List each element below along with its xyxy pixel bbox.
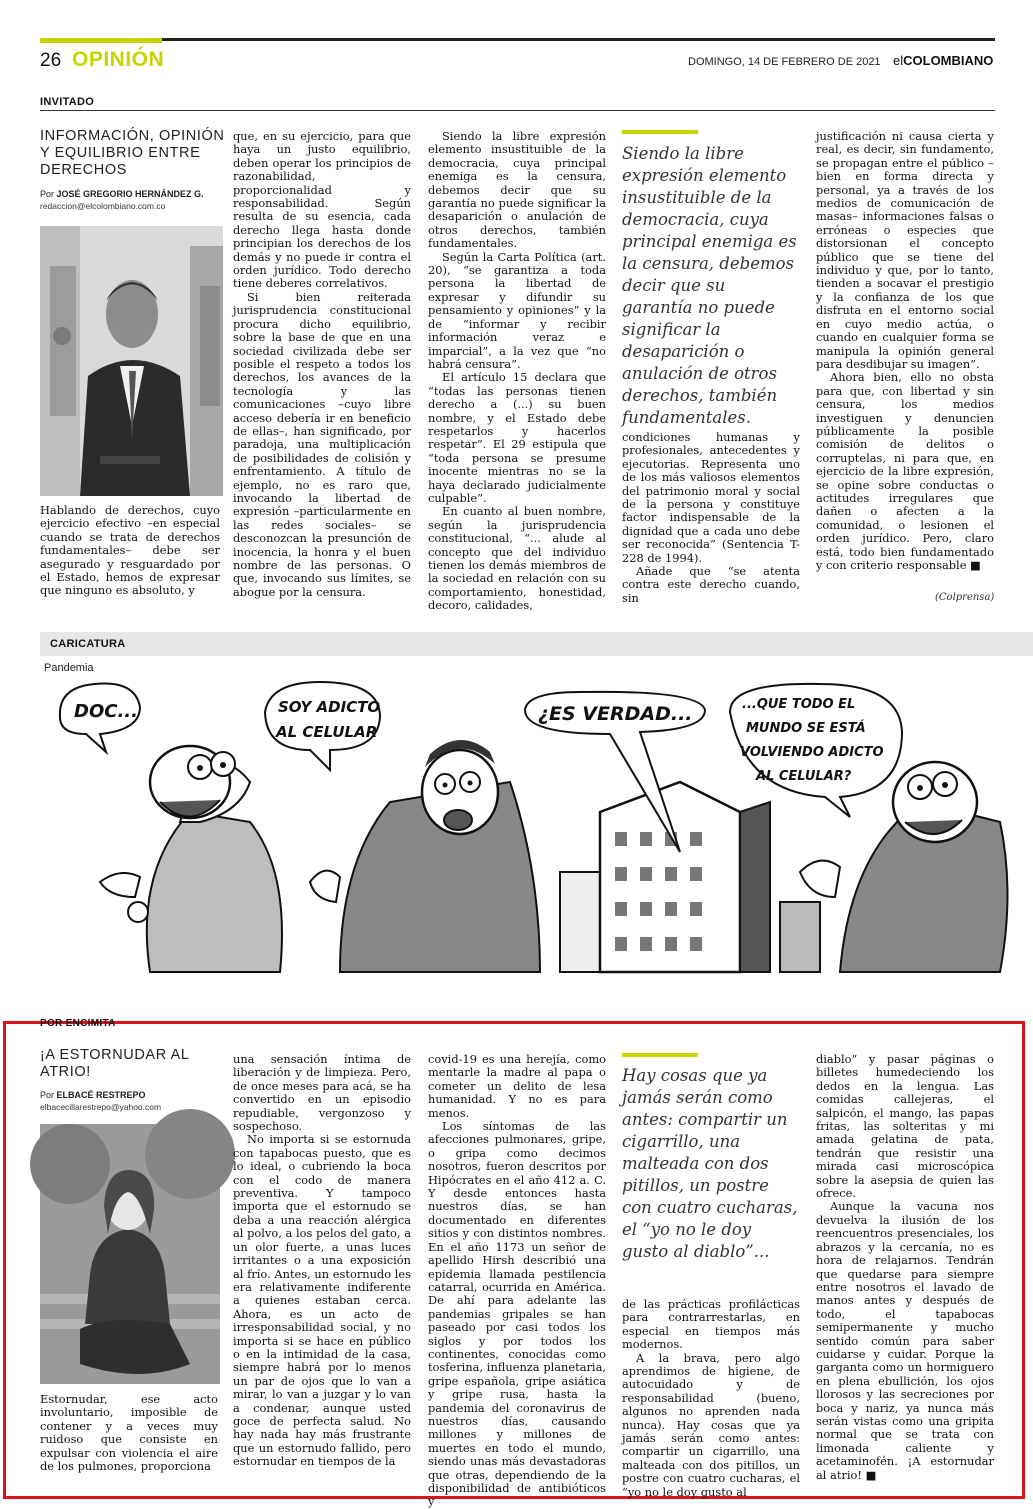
bubble-3-text: ¿ES VERDAD... (538, 703, 693, 725)
bubble-4-text-line4: AL CELULAR? (756, 769, 852, 784)
section-title: OPINIÓN (72, 48, 165, 71)
paragraph: El artículo 15 declara que “todas las personas tienen derecho a (...) su buen nombre, y el Estado debe respetarlos y hacerlos respetar”. El 29 estipula que “toda persona se presume inocente mientras no se la haya declarado judicialmente culpable”. (428, 370, 606, 505)
author-name: ELBACÉ RESTREPO (56, 1090, 146, 1100)
cartoon-illustration (40, 672, 1033, 992)
paragraph: de las prácticas profilácticas para contrarrestarlas, en especial en tiempos más modernos. (622, 1297, 800, 1352)
paragraph: Hablando de derechos, cuyo ejercicio efectivo –en especial cuando se trata de derechos fundamentales– debe ser asegurado y resguardado por el Estado, hemos de expresar que ninguno es absoluto, y (40, 503, 220, 598)
paragraph: Los síntomas de las afecciones pulmonares, gripe, o gripa como decimos nosotros, fueron descritos por Hipócrates en el año 412 a. C. Y desde entonces hasta nuestros días, se han documentado en diferentes sitios y con distintos nombres. En el año 1173 un señor de apellido Hirsh describió una epidemia llamada pestilencia catarral, ocurrida en América. De ahí para adelante las pandemias gripales se han paseado por casi todos los siglos y por todos los continentes, conocidas como tosferina, influenza planetaria, gripe española, gripe asiática y gripe rusa, hasta la pandemia del coronavirus de nuestros días, causando millones y millones de muertes en todo el mundo, siendo unas más devastadoras que otras, dependiendo de la disponibilidad de antibióticos y (428, 1119, 606, 1509)
article1-column-5 (816, 130, 994, 592)
article2-byline (40, 1090, 230, 1100)
article1-rule (40, 110, 995, 111)
article2-kicker: POR ENCIMITA (40, 1018, 116, 1029)
paragraph: Si bien reiterada jurisprudencia constitucional procura dicho equilibrio, sobre la base de que en una sociedad civilizada debe ser posible el respeto a todos los derechos, los avances de la tecnología y las comunicaciones –cuyo libre acceso debería ir en beneficio de ellas–, han significado, por paradoja, una multiplicación de posibilidades de colisión y enfrentamiento. A título de ejemplo, no es raro que, invocando la libertad de expresión –particularmente en las redes sociales– se desconozcan la presunción de inocencia, la honra y el buen nombre de las personas. O que, invocando sus límites, se abogue por la censura. (233, 289, 411, 599)
article1-kicker: INVITADO (40, 96, 95, 108)
paragraph: justificación ni causa cierta y real, es decir, sin fundamento, se propagan entre el público –bien en forma directa y personal, ya a través de los medios de comunicación de masas– informaciones falsas o erróneas o especies que distorsionan el concepto público que se tiene del individuo y que, por lo tanto, tienden a socavar el prestigio y la confianza de los que disfruta en el entorno social en cuyo medio actúa, o cuando en cualquier forma se manipula la opinión general para desdibujar su imagen”. (816, 129, 994, 371)
cartoon-title: Pandemia (44, 662, 94, 674)
bubble-2-text-line1: SOY ADICTO (278, 698, 381, 716)
paragraph: A la brava, pero algo aprendimos de higiene, de autocuidado y de responsabilidad (bueno, algunos no aprenden nada nunca). Hay cosas que ya jamás serán como antes: compartir un cigarrillo, una malteada con dos pitillos, un postre con cuatro cucharas, el “yo no le doy gusto al (622, 1350, 800, 1499)
paragraph: Aunque la vacuna nos devuelva la ilusión de los reencuentros presenciales, los abrazos y la cercanía, no es hora de relajarnos. Tendrán que quedarse para siempre entre nosotros el lavado de manos antes y después de todo, el tapabocas semipermanente y mucho sentido común para saber cuidarse y cuidar. Porque la garganta como un hormiguero en plena ebullición, los ojos llorosos y las secreciones por boca y nariz, ya nunca más serán vistas como una gripita normal que se trata con limonada caliente y acetaminofén. ¡A estornudar al atrio! ■ (816, 1199, 994, 1482)
article2-headline: ¡A ESTORNUDAR AL ATRIO! (40, 1047, 189, 1080)
patient-figure (310, 740, 540, 972)
portrait-illustration (40, 226, 223, 496)
edition-date: DOMINGO, 14 DE FEBRERO DE 2021 (688, 56, 881, 68)
bubble-4-text-line2: MUNDO SE ESTÁ (746, 721, 866, 736)
paragraph: Ahora bien, ello no obsta para que, con libertad y sin censura, los medios investiguen y denuncien públicamente la posible comisión de delitos o corruptelas, ni para que, en ejercicio de la libre expresión, se opine sobre conductas o actitudes irregulares que dañen o afecten a la comunidad, o lesionen el orden jurídico. Pero, claro está, todo bien fundamentado y con criterio responsable ■ (816, 370, 994, 572)
article1-column-1 (40, 504, 220, 608)
paragraph: En cuanto al buen nombre, según la jurisprudencia constitucional, “... alude al concepto que del individuo tienen los demás miembros de la sociedad en relación con su comportamiento, honestidad, decoro, calidades, (428, 504, 606, 613)
paragraph: Añade que “se atenta contra este derecho cuando, sin (622, 564, 800, 605)
article2-column-3 (428, 1052, 606, 1509)
bubble-1-text: DOC... (74, 701, 138, 722)
paragraph: Siendo la libre expresión elemento insustituible de la democracia, cuya principal enemiga es la censura, debemos decir que su garantía no puede significar la desaparición o anulación de otros derechos, también fundamentales. (428, 129, 606, 251)
pullquote-accent (622, 130, 698, 134)
author-photo (40, 226, 223, 496)
paragraph: No importa si se estornuda con tapabocas puesto, que es lo ideal, o cubriendo la boca con el codo de manera preventiva. Y tampoco importa que el estornudo se deba a una reacción alérgica al polvo, a los pelos del gato, a un olor fuerte, a unas luces irritantes o a una exposición al frío. Antes, un estornudo les era relativamente indiferente a quienes estaban cerca. Ahora, es un acto de irresponsabilidad social, y no importa si se hace en público o en la intimidad de la casa, siempre habrá por lo menos un par de ojos que lo van a mirar, lo van a juzgar y lo van a condenar, aunque usted goce de perfecta salud. No hay nada hay más frustrante que un estornudo fallido, pero estornudar en tiempos de la (233, 1132, 411, 1469)
article2-column-5 (816, 1053, 994, 1493)
bubble-4-text-line3: VOLVIENDO ADICTO (740, 745, 884, 760)
article2-column-1 (40, 1393, 218, 1493)
cartoon-band (40, 632, 1033, 656)
article1-headline: INFORMACIÓN, OPINIÓN Y EQUILIBRIO ENTRE DERECHOS (40, 128, 225, 178)
byline-prefix: Por (40, 1090, 55, 1100)
article2-email: elbacecillarestrepo@yahoo.com (40, 1102, 162, 1112)
pullquote-accent (622, 1053, 698, 1057)
section-accent-bar (40, 38, 162, 43)
building-drawing (560, 782, 820, 972)
page-number: 26 (40, 50, 62, 71)
author-photo (40, 1124, 220, 1384)
author-name: JOSÉ GREGORIO HERNÁNDEZ G. (56, 189, 204, 199)
logo-name: COLOMBIANO (903, 53, 994, 68)
newspaper-logo (893, 53, 993, 68)
bubble-4-text-line1: ...QUE TODO EL (742, 697, 856, 712)
article2-column-2 (233, 1053, 411, 1493)
article1-column-4 (622, 431, 800, 608)
portrait-illustration (40, 1124, 220, 1384)
article2-pullquote: Hay cosas que ya jamás serán como antes: compartir un cigarrillo, una malteada con dos pitillos, un postre con cuatro cucharas, el “yo no le doy gusto al diablo”... (622, 1066, 798, 1261)
paragraph: Según la Carta Política (art. 20), “se garantiza a toda persona la libertad de expresar y difundir su pensamiento y opiniones” y la de “informar y recibir información veraz e imparcial”, a la vez que “no habrá censura”. (428, 249, 606, 371)
article1-pullquote: Siendo la libre expresión elemento insustituible de la democracia, cuya principal enemiga es la censura, debemos decir que su garantía no puede significar la desaparición o anulación de otros derechos, también fundamentales. (622, 144, 797, 427)
article1-column-3 (428, 129, 606, 613)
top-rule (40, 38, 995, 41)
paragraph: covid-19 es una herejía, como mentarle la madre al papa o cometer un delito de lesa humanidad. Y no es para menos. (428, 1052, 606, 1120)
paragraph: que, en su ejercicio, para que haya un justo equilibrio, deben operar los principios de razonabilidad, proporcionalidad y responsabilidad. Según resulta de su esencia, cada derecho llega hasta donde principian los derechos de los demás y no puede ir contra el orden jurídico. Todo derecho tiene deberes correlativos. (233, 129, 411, 291)
paragraph: diablo” y pasar páginas o billetes humedeciendo los dedos en la lengua. Las comidas callejeras, el salpicón, el mango, las papas fritas, las solteritas y mi amada gelatina de pata, tendrán que resistir una mirada casi microscópica sobre la asepsia de quien las ofrece. (816, 1052, 994, 1201)
doctor-figure (100, 746, 282, 972)
article2-column-4 (622, 1297, 800, 1499)
paragraph: una sensación íntima de liberación y de limpieza. Pero, de once meses para acá, se ha convertido en un episodio repudiable, vergonzoso y sospechoso. (233, 1052, 411, 1134)
article1-credit: (Colprensa) (935, 592, 995, 603)
cartoon-kicker: CARICATURA (50, 638, 126, 650)
paragraph: Estornudar, ese acto involuntario, imposible de contener y a veces muy ruidoso que consiste en expulsar con violencia el aire de los pulmones, proporciona (40, 1392, 218, 1474)
article1-byline (40, 189, 230, 199)
article1-email: redaccion@elcolombiano.com.co (40, 201, 166, 211)
bubble-2-text-line2: AL CELULAR (276, 723, 378, 741)
byline-prefix: Por (40, 189, 55, 199)
article1-column-2 (233, 130, 411, 608)
paragraph: condiciones humanas y profesionales, antecedentes y ejecutorias. Representa uno de los más valiosos elementos del patrimonio moral y social de la persona y constituye factor indispensable de la dignidad que a cada uno debe ser reconocida” (Sentencia T-228 de 1994). (622, 430, 800, 565)
logo-prefix: el (893, 53, 904, 68)
